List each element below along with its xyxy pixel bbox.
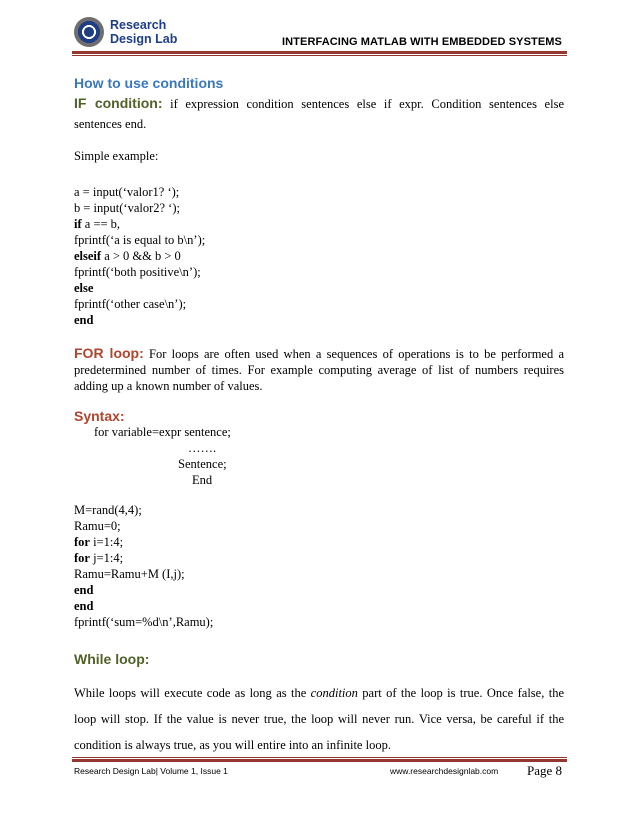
syntax-block: for variable=expr sentence; ……. Sentence; End [94,425,231,487]
if-code-block: a = input(‘valor1? ‘); b = input(‘valor2? ‘); if a == b, fprintf(‘a is equal to b\n’); elseif a > 0 && b > 0 fprintf(‘both positive\n’); else fprintf(‘other case\n’); end [74,185,206,327]
logo-text: Research Design Lab [110,18,178,46]
if-paragraph [74,93,564,134]
logo [74,15,204,51]
footer-rule [72,759,567,762]
footer-rule-thin [72,757,567,758]
footer-publication: Research Design Lab| Volume 1, Issue 1 [74,766,228,776]
for-label: FOR loop: [74,345,144,361]
simple-example-label: Simple example: [74,149,159,163]
for-paragraph [74,345,564,394]
while-paragraph: While loops will execute code as long as the condition part of the loop is true. Once false, the loop will stop. If the value is never true, the loop will never run. Vice versa, be careful if the condition is always true, as you will entire into an infinite loop. [74,686,565,752]
for-text: For loops are often used when a sequences of operations is to be performed a predetermined number of times. For example computing average of list of numbers requires adding up a known number of values. [74,347,565,393]
footer-website: www.researchdesignlab.com [390,766,499,776]
if-text: if expression condition sentences else if expr. Condition sentences else sentences end. [74,97,564,131]
if-label: IF condition: [74,95,163,111]
header-rule-thin [72,55,567,56]
logo-emblem-icon [74,17,104,47]
syntax-heading: Syntax: [74,408,125,424]
content [74,74,564,758]
page-number: Page 8 [526,763,562,778]
condition-emphasis: condition [310,686,358,700]
header-rule [72,51,567,54]
while-heading: While loop: [74,651,150,667]
section-heading-conditions: How to use conditions [74,75,224,91]
for-code-block: M=rand(4,4); Ramu=0; for i=1:4; for j=1:4; Ramu=Ramu+M (I,j); end end fprintf(‘sum=%d\n’,Ramu); [74,503,214,629]
header-title: INTERFACING MATLAB WITH EMBEDDED SYSTEMS [281,36,562,48]
